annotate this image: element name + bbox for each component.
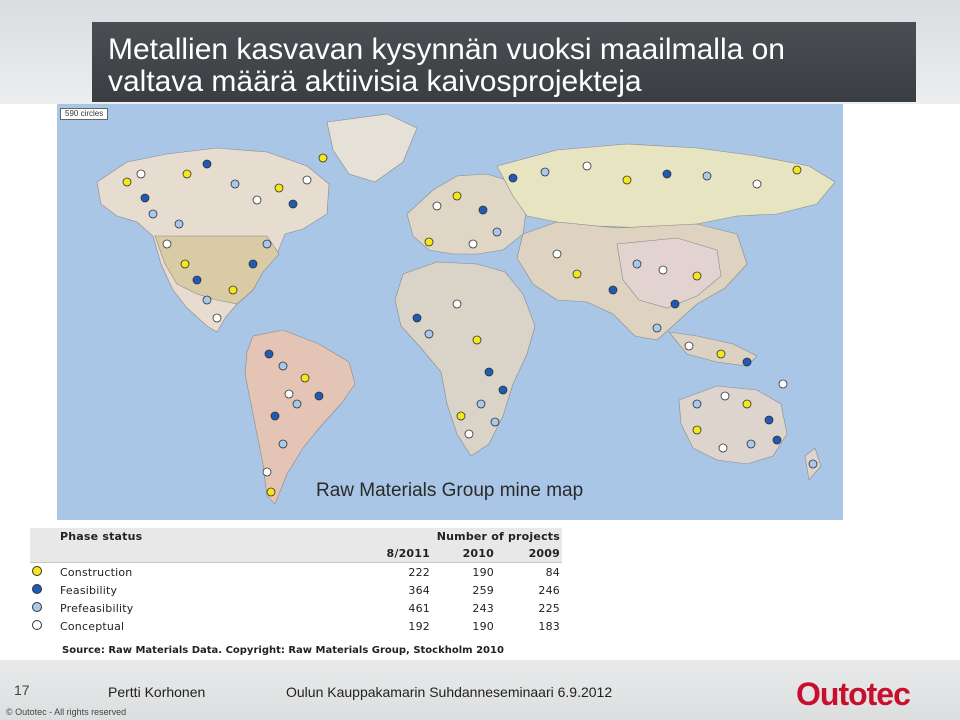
mine-marker (263, 240, 271, 248)
phase-label: Feasibility (60, 584, 118, 597)
project-count: 84 (545, 566, 560, 579)
mine-marker (203, 160, 211, 168)
mine-marker (413, 314, 421, 322)
table-row (30, 617, 562, 635)
mine-marker (183, 170, 191, 178)
mine-marker (573, 270, 581, 278)
project-count: 246 (538, 584, 560, 597)
mine-marker (479, 206, 487, 214)
mine-marker (425, 330, 433, 338)
mine-marker (229, 286, 237, 294)
phase-status-table (30, 528, 562, 635)
project-count: 461 (408, 602, 430, 615)
mine-marker (253, 196, 261, 204)
mine-marker (671, 300, 679, 308)
table-row (30, 599, 562, 617)
mine-marker (693, 272, 701, 280)
mine-marker (477, 400, 485, 408)
mine-marker (485, 368, 493, 376)
mine-marker (693, 400, 701, 408)
project-count: 222 (408, 566, 430, 579)
mine-marker (753, 180, 761, 188)
project-count: 183 (538, 620, 560, 633)
project-count: 190 (472, 620, 494, 633)
mine-marker (491, 418, 499, 426)
mine-marker (703, 172, 711, 180)
phase-marker-icon (32, 620, 42, 630)
event-name: Oulun Kauppakamarin Suhdanneseminaari 6.9.2012 (286, 684, 613, 700)
mine-marker (425, 238, 433, 246)
phase-status-header: Phase status (60, 530, 143, 543)
source-note: Source: Raw Materials Data. Copyright: Raw Materials Group, Stockholm 2010 (62, 645, 504, 656)
mine-marker (265, 350, 273, 358)
mine-marker (541, 168, 549, 176)
slide-title-line2: valtava määrä aktiivisia kaivosprojekteja (108, 65, 642, 98)
mine-marker (141, 194, 149, 202)
project-count: 364 (408, 584, 430, 597)
mine-marker (583, 162, 591, 170)
mine-marker (493, 228, 501, 236)
project-count: 190 (472, 566, 494, 579)
mine-marker (193, 276, 201, 284)
project-count: 259 (472, 584, 494, 597)
mine-marker (289, 200, 297, 208)
presenter-name: Pertti Korhonen (108, 684, 206, 700)
mine-marker (721, 392, 729, 400)
mine-marker (279, 440, 287, 448)
copyright-note: © Outotec - All rights reserved (6, 707, 127, 717)
mine-marker (773, 436, 781, 444)
mine-marker (213, 314, 221, 322)
table-header-row (30, 528, 562, 545)
mine-marker (743, 400, 751, 408)
year-header: 2009 (528, 547, 560, 560)
mine-marker (743, 358, 751, 366)
mine-marker (765, 416, 773, 424)
project-count: 192 (408, 620, 430, 633)
mine-marker (285, 390, 293, 398)
phase-marker-icon (32, 602, 42, 612)
table-row (30, 563, 562, 581)
outotec-logo: Outotec (796, 676, 910, 712)
mine-marker (659, 266, 667, 274)
mine-marker (623, 176, 631, 184)
mine-marker (663, 170, 671, 178)
phase-label: Construction (60, 566, 133, 579)
page-number: 17 (14, 682, 30, 698)
title-box (92, 22, 916, 102)
mine-marker (263, 468, 271, 476)
mine-marker (473, 336, 481, 344)
year-header: 2010 (462, 547, 494, 560)
mine-marker (271, 412, 279, 420)
mine-marker (609, 286, 617, 294)
phase-label: Conceptual (60, 620, 125, 633)
project-count: 243 (472, 602, 494, 615)
mine-marker (303, 176, 311, 184)
slide-title-line1: Metallien kasvavan kysynnän vuoksi maailmalla on (108, 33, 785, 66)
mine-marker (465, 430, 473, 438)
mine-marker (181, 260, 189, 268)
mine-marker (499, 386, 507, 394)
mine-marker (293, 400, 301, 408)
mine-marker (809, 460, 817, 468)
mine-marker (469, 240, 477, 248)
mine-marker (137, 170, 145, 178)
table-row (30, 581, 562, 599)
map-caption: Raw Materials Group mine map (316, 480, 584, 501)
mine-marker (553, 250, 561, 258)
mine-marker (747, 440, 755, 448)
mine-marker (719, 444, 727, 452)
mine-marker (175, 220, 183, 228)
year-header: 8/2011 (386, 547, 430, 560)
phase-marker-icon (32, 566, 42, 576)
mine-marker (149, 210, 157, 218)
circles-count-label: 590 circles (60, 108, 108, 120)
mine-marker (457, 412, 465, 420)
mine-marker (653, 324, 661, 332)
mine-marker (319, 154, 327, 162)
mine-marker (231, 180, 239, 188)
mine-marker (123, 178, 131, 186)
mine-marker (685, 342, 693, 350)
mine-marker (509, 174, 517, 182)
table-years-row (30, 545, 562, 563)
mine-marker (267, 488, 275, 496)
mine-marker (275, 184, 283, 192)
phase-marker-icon (32, 584, 42, 594)
mine-marker (717, 350, 725, 358)
mine-marker (203, 296, 211, 304)
phase-label: Prefeasibility (60, 602, 134, 615)
mine-marker (279, 362, 287, 370)
mine-marker (249, 260, 257, 268)
mine-marker (433, 202, 441, 210)
mine-marker (453, 192, 461, 200)
project-count: 225 (538, 602, 560, 615)
mine-marker (693, 426, 701, 434)
mine-marker (779, 380, 787, 388)
mine-marker (793, 166, 801, 174)
mine-marker (301, 374, 309, 382)
mine-marker (633, 260, 641, 268)
mine-marker (453, 300, 461, 308)
world-mine-map (57, 104, 843, 520)
number-of-projects-header: Number of projects (436, 530, 560, 543)
mine-marker (163, 240, 171, 248)
mine-marker (315, 392, 323, 400)
